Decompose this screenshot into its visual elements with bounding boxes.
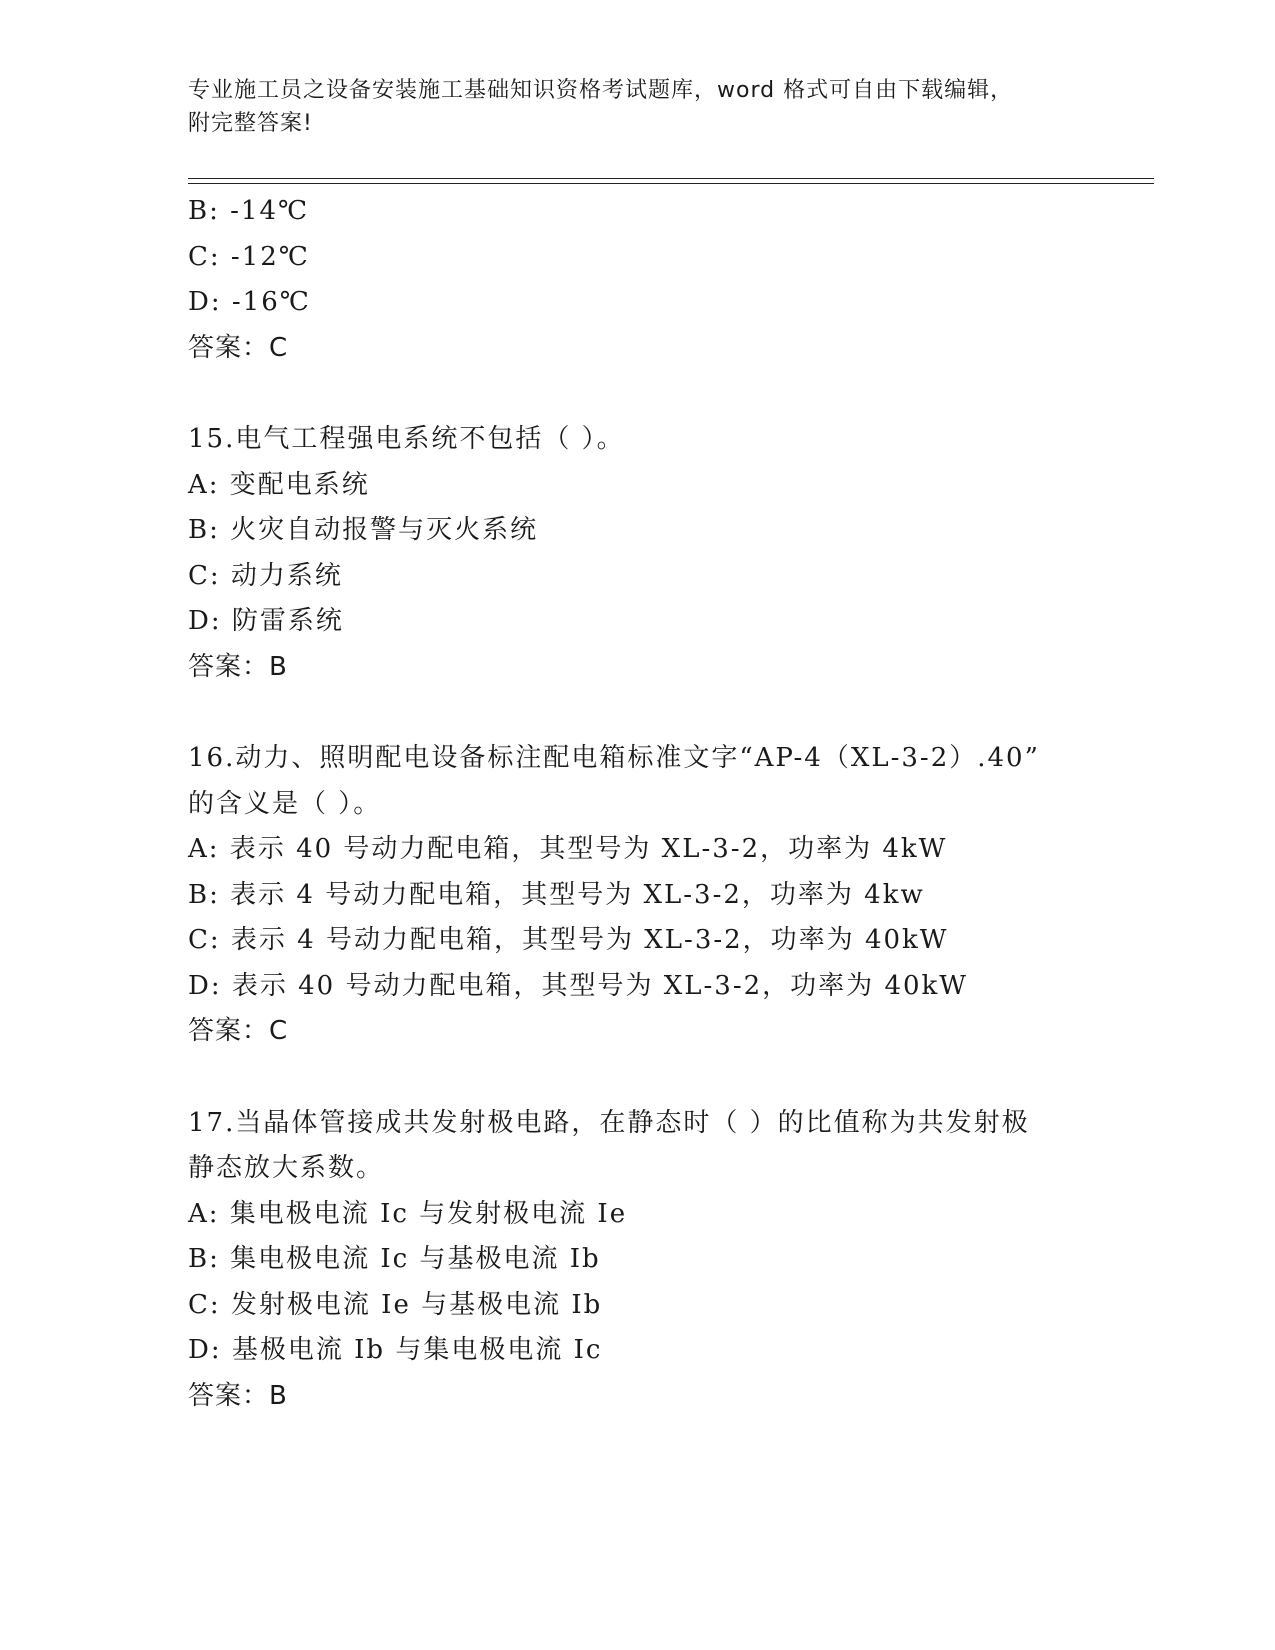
option-a: A: 表示 40 号动力配电箱，其型号为 XL-3-2，功率为 4kW (188, 834, 948, 864)
header-divider-bottom (188, 183, 1154, 184)
option-d: D: 防雷系统 (188, 606, 344, 636)
answer-line: 答案：C (188, 332, 289, 363)
option-b: B: -14℃ (188, 196, 310, 226)
option-b: B: 集电极电流 Ic 与基极电流 Ib (188, 1244, 601, 1274)
question-list (188, 189, 1088, 1419)
option-d: D: 表示 40 号动力配电箱，其型号为 XL-3-2，功率为 40kW (188, 970, 969, 1001)
option-c: C: 表示 4 号动力配电箱，其型号为 XL-3-2，功率为 40kW (188, 925, 949, 955)
question-stem-line2: 的含义是（ ）。 (188, 788, 382, 819)
question-stem-line2: 静态放大系数。 (188, 1153, 385, 1183)
option-c: C: -12℃ (188, 241, 310, 272)
page-header (188, 74, 1068, 140)
question-stem: 15.电气工程强电系统不包括（ ）。 (188, 424, 625, 454)
header-divider-top (188, 178, 1154, 179)
option-a: A: 变配电系统 (188, 469, 370, 500)
spacer (188, 690, 1088, 736)
question-block-16 (188, 736, 1088, 1055)
header-title-line2: 附完整答案! (188, 111, 313, 136)
option-b: B: 表示 4 号动力配电箱，其型号为 XL-3-2，功率为 4kw (188, 879, 925, 910)
question-block-14 (188, 189, 1088, 371)
spacer (188, 1055, 1088, 1101)
answer-line: 答案：C (188, 1016, 289, 1046)
question-block-17 (188, 1101, 1088, 1420)
option-c: C: 动力系统 (188, 560, 343, 591)
option-d: D: 基极电流 Ib 与集电极电流 Ic (188, 1335, 603, 1365)
answer-line: 答案：B (188, 1380, 288, 1411)
question-stem-line1: 17.当晶体管接成共发射极电路，在静态时（ ）的比值称为共发射极 (188, 1107, 1030, 1138)
spacer (188, 371, 1088, 417)
answer-line: 答案：B (188, 651, 288, 682)
option-c: C: 发射极电流 Ie 与基极电流 Ib (188, 1289, 603, 1320)
option-b: B: 火灾自动报警与灭火系统 (188, 515, 539, 545)
question-block-15 (188, 417, 1088, 690)
question-stem-line1: 16.动力、照明配电设备标注配电箱标准文字“AP-4（XL-3-2）.40” (188, 743, 1040, 773)
option-d: D: -16℃ (188, 287, 311, 317)
option-a: A: 集电极电流 Ic 与发射极电流 Ie (188, 1198, 628, 1229)
header-title-line1: 专业施工员之设备安装施工基础知识资格考试题库，word 格式可自由下载编辑， (188, 78, 1014, 103)
